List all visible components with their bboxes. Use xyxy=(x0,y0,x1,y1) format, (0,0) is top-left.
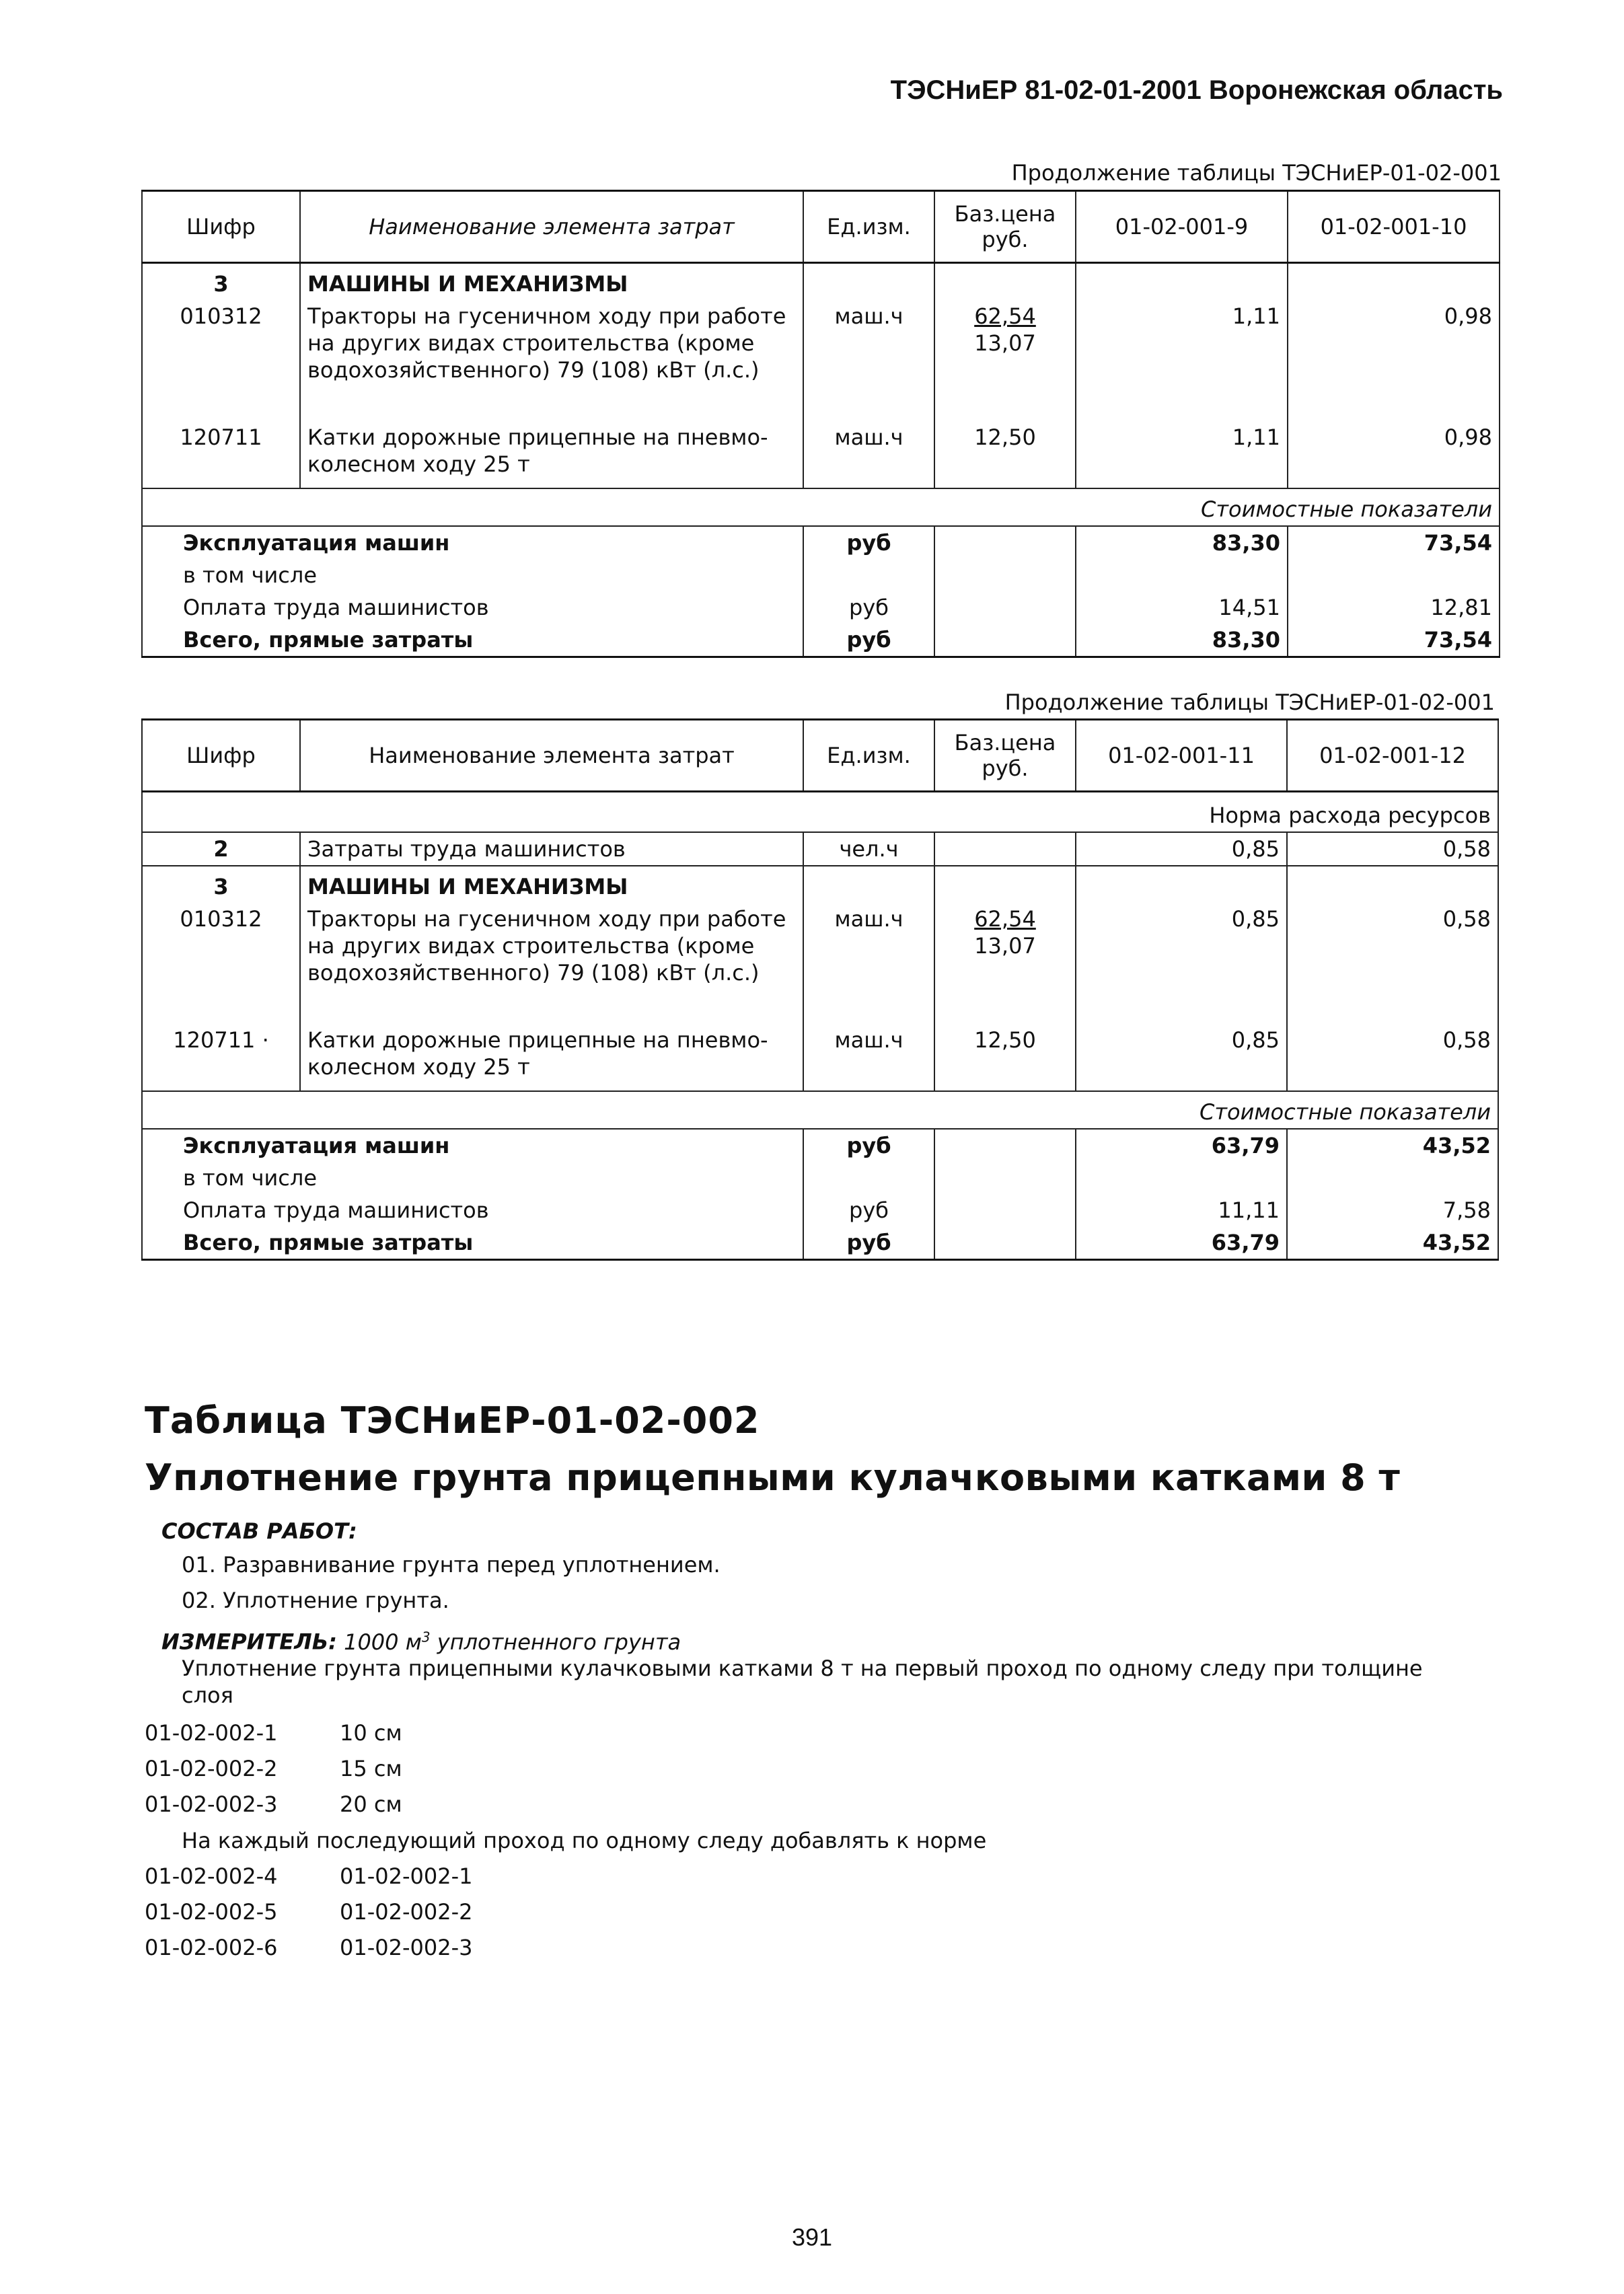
norm-header-row xyxy=(142,792,1498,833)
row-name: Катки дорожные прицепные на пневмо-колесном ходу 25 т xyxy=(300,1024,803,1091)
cost-value-1: 63,79 xyxy=(1076,1226,1287,1260)
cost-label: в том числе xyxy=(142,559,803,591)
row-code: 010312 xyxy=(142,300,300,421)
section-table-title: Таблица ТЭСНиЕР-01-02-002 xyxy=(145,1399,760,1442)
col-norm2-header: 01-02-001-10 xyxy=(1288,191,1500,263)
cost-row-including xyxy=(142,1162,1498,1194)
row-price-wage: 13,07 xyxy=(974,330,1036,356)
cost-row-wages xyxy=(142,1194,1498,1226)
cost-header: Стоимостные показатели xyxy=(142,488,1500,526)
code-row: 01-02-002-6 01-02-002-3 xyxy=(145,1935,473,1960)
col-norm2-header: 01-02-001-12 xyxy=(1287,720,1498,792)
row-value-1: 1,11 xyxy=(1076,421,1288,488)
cost-label: Оплата труда машинистов xyxy=(142,591,803,624)
code-row: 01-02-002-4 01-02-002-1 xyxy=(145,1863,473,1889)
labor-name: Затраты труда машинистов xyxy=(300,832,803,866)
col-price-header: Баз.цена руб. xyxy=(934,720,1076,792)
cost-unit: руб xyxy=(803,624,934,657)
cost-row-exploitation xyxy=(142,1129,1498,1162)
row-name: Катки дорожные прицепные на пневмо-колесном ходу 25 т xyxy=(300,421,803,488)
table-row xyxy=(142,903,1498,1024)
cost-value-1: 83,30 xyxy=(1076,624,1288,657)
row-price: 62,54 xyxy=(974,303,1036,329)
cost-header-row xyxy=(142,1091,1498,1129)
norm-description: Уплотнение грунта прицепными кулачковыми катками 8 т на первый проход по одному следу при толщине слоя xyxy=(182,1656,1423,1708)
work-label xyxy=(161,1514,357,1549)
cost-value-2: 73,54 xyxy=(1288,624,1500,657)
col-name-header: Наименование элемента затрат xyxy=(300,720,803,792)
col-norm1-header: 01-02-001-11 xyxy=(1076,720,1287,792)
cost-value-2: 12,81 xyxy=(1288,591,1500,624)
meter-line xyxy=(161,1619,681,1660)
cost-label: Всего, прямые затраты xyxy=(142,624,803,657)
row-name: Тракторы на гусеничном ходу при работе на других видах строительства (кроме водохозяйственного) 79 (108) кВт (л.с.) xyxy=(300,300,803,421)
cost-value-1: 63,79 xyxy=(1076,1129,1287,1162)
cost-label: Оплата труда машинистов xyxy=(142,1194,803,1226)
cost-label: Эксплуатация машин xyxy=(142,526,803,559)
cost-unit: руб xyxy=(803,1129,934,1162)
labor-value-2: 0,58 xyxy=(1287,832,1498,866)
row-value-2: 0,58 xyxy=(1287,903,1498,1024)
running-header: ТЭСНиЕР 81-02-01-2001 Воронежская область xyxy=(890,75,1503,105)
cost-header: Стоимостные показатели xyxy=(142,1091,1498,1129)
code-row: 01-02-002-2 15 см xyxy=(145,1756,402,1781)
section-code: 3 xyxy=(142,866,300,903)
cost-value-1: 11,11 xyxy=(1076,1194,1287,1226)
cost-row-total xyxy=(142,1226,1498,1260)
row-value-2: 0,58 xyxy=(1287,1024,1498,1091)
cost-unit: руб xyxy=(803,1194,934,1226)
labor-value-1: 0,85 xyxy=(1076,832,1287,866)
row-code: 120711 · xyxy=(142,1024,300,1091)
row-price: 62,54 xyxy=(974,906,1036,932)
row-value-2: 0,98 xyxy=(1288,300,1500,421)
table-row xyxy=(142,1024,1498,1091)
row-price: 12,50 xyxy=(934,421,1076,488)
add-note: На каждый последующий проход по одному следу добавлять к норме xyxy=(182,1828,987,1853)
cost-header-row xyxy=(142,488,1500,526)
section-row xyxy=(142,263,1500,301)
row-code: 120711 xyxy=(142,421,300,488)
row-value-1: 1,11 xyxy=(1076,300,1288,421)
col-unit-header: Ед.изм. xyxy=(803,191,934,263)
cost-value-1: 14,51 xyxy=(1076,591,1288,624)
cost-value-2: 7,58 xyxy=(1287,1194,1498,1226)
meter-value: 1000 $м^3$ уплотненного грунта xyxy=(344,1629,681,1655)
cost-label: Эксплуатация машин xyxy=(142,1129,803,1162)
cost-value-2: 43,52 xyxy=(1287,1129,1498,1162)
cost-label: Всего, прямые затраты xyxy=(142,1226,803,1260)
page-number: 391 xyxy=(791,2223,833,2251)
labor-row xyxy=(142,832,1498,866)
col-name-header: Наименование элемента затрат xyxy=(300,191,803,263)
row-name: Тракторы на гусеничном ходу при работе на других видах строительства (кроме водохозяйственного) 79 (108) кВт (л.с.) xyxy=(300,903,803,1024)
cost-unit: руб xyxy=(803,591,934,624)
work-item: 02. Уплотнение грунта. xyxy=(182,1588,449,1613)
cost-label: в том числе xyxy=(142,1162,803,1194)
code-list xyxy=(145,1715,402,1822)
labor-unit: чел.ч xyxy=(803,832,934,866)
row-code: 010312 xyxy=(142,903,300,1024)
table2-header-row xyxy=(142,720,1498,792)
cost-row-including xyxy=(142,559,1500,591)
code-row: 01-02-002-5 01-02-002-2 xyxy=(145,1899,473,1925)
code-row: 01-02-002-1 10 см xyxy=(145,1720,402,1746)
row-unit: маш.ч xyxy=(803,300,934,421)
col-price-header: Баз.цена руб. xyxy=(934,191,1076,263)
row-price: 12,50 xyxy=(934,1024,1076,1091)
table1-continuation: Продолжение таблицы ТЭСНиЕР-01-02-001 xyxy=(1011,160,1502,186)
cost-value-1: 83,30 xyxy=(1076,526,1288,559)
col-norm1-header: 01-02-001-9 xyxy=(1076,191,1288,263)
col-code-header: Шифр xyxy=(142,720,300,792)
cost-row-exploitation xyxy=(142,526,1500,559)
cost-unit: руб xyxy=(803,1226,934,1260)
table1-header-row xyxy=(142,191,1500,263)
table2-continuation: Продолжение таблицы ТЭСНиЕР-01-02-001 xyxy=(1004,690,1495,715)
work-label-text: СОСТАВ РАБОТ: xyxy=(161,1518,357,1544)
section-code: 3 xyxy=(142,263,300,301)
add-code-list xyxy=(145,1859,473,1966)
table1 xyxy=(141,190,1500,658)
section-title: МАШИНЫ И МЕХАНИЗМЫ xyxy=(300,866,803,903)
table-row xyxy=(142,300,1500,421)
code-row: 01-02-002-3 20 см xyxy=(145,1791,402,1817)
col-unit-header: Ед.изм. xyxy=(803,720,934,792)
table2 xyxy=(141,718,1499,1261)
section-row xyxy=(142,866,1498,903)
section-subtitle: Уплотнение грунта прицепными кулачковыми катками 8 т xyxy=(145,1456,1401,1499)
work-item: 01. Разравнивание грунта перед уплотнением. xyxy=(182,1552,721,1578)
labor-code: 2 xyxy=(142,832,300,866)
cost-value-2: 43,52 xyxy=(1287,1226,1498,1260)
row-unit: маш.ч xyxy=(803,1024,934,1091)
cost-unit: руб xyxy=(803,526,934,559)
cost-value-2: 73,54 xyxy=(1288,526,1500,559)
row-price-wage: 13,07 xyxy=(974,933,1036,959)
row-value-2: 0,98 xyxy=(1288,421,1500,488)
cost-row-wages xyxy=(142,591,1500,624)
meter-label: ИЗМЕРИТЕЛЬ: xyxy=(161,1629,337,1655)
section-title: МАШИНЫ И МЕХАНИЗМЫ xyxy=(300,263,803,301)
row-unit: маш.ч xyxy=(803,421,934,488)
row-unit: маш.ч xyxy=(803,903,934,1024)
row-value-1: 0,85 xyxy=(1076,1024,1287,1091)
table-row xyxy=(142,421,1500,488)
cost-row-total xyxy=(142,624,1500,657)
row-value-1: 0,85 xyxy=(1076,903,1287,1024)
norm-header: Норма расхода ресурсов xyxy=(142,792,1498,833)
col-code-header: Шифр xyxy=(142,191,300,263)
